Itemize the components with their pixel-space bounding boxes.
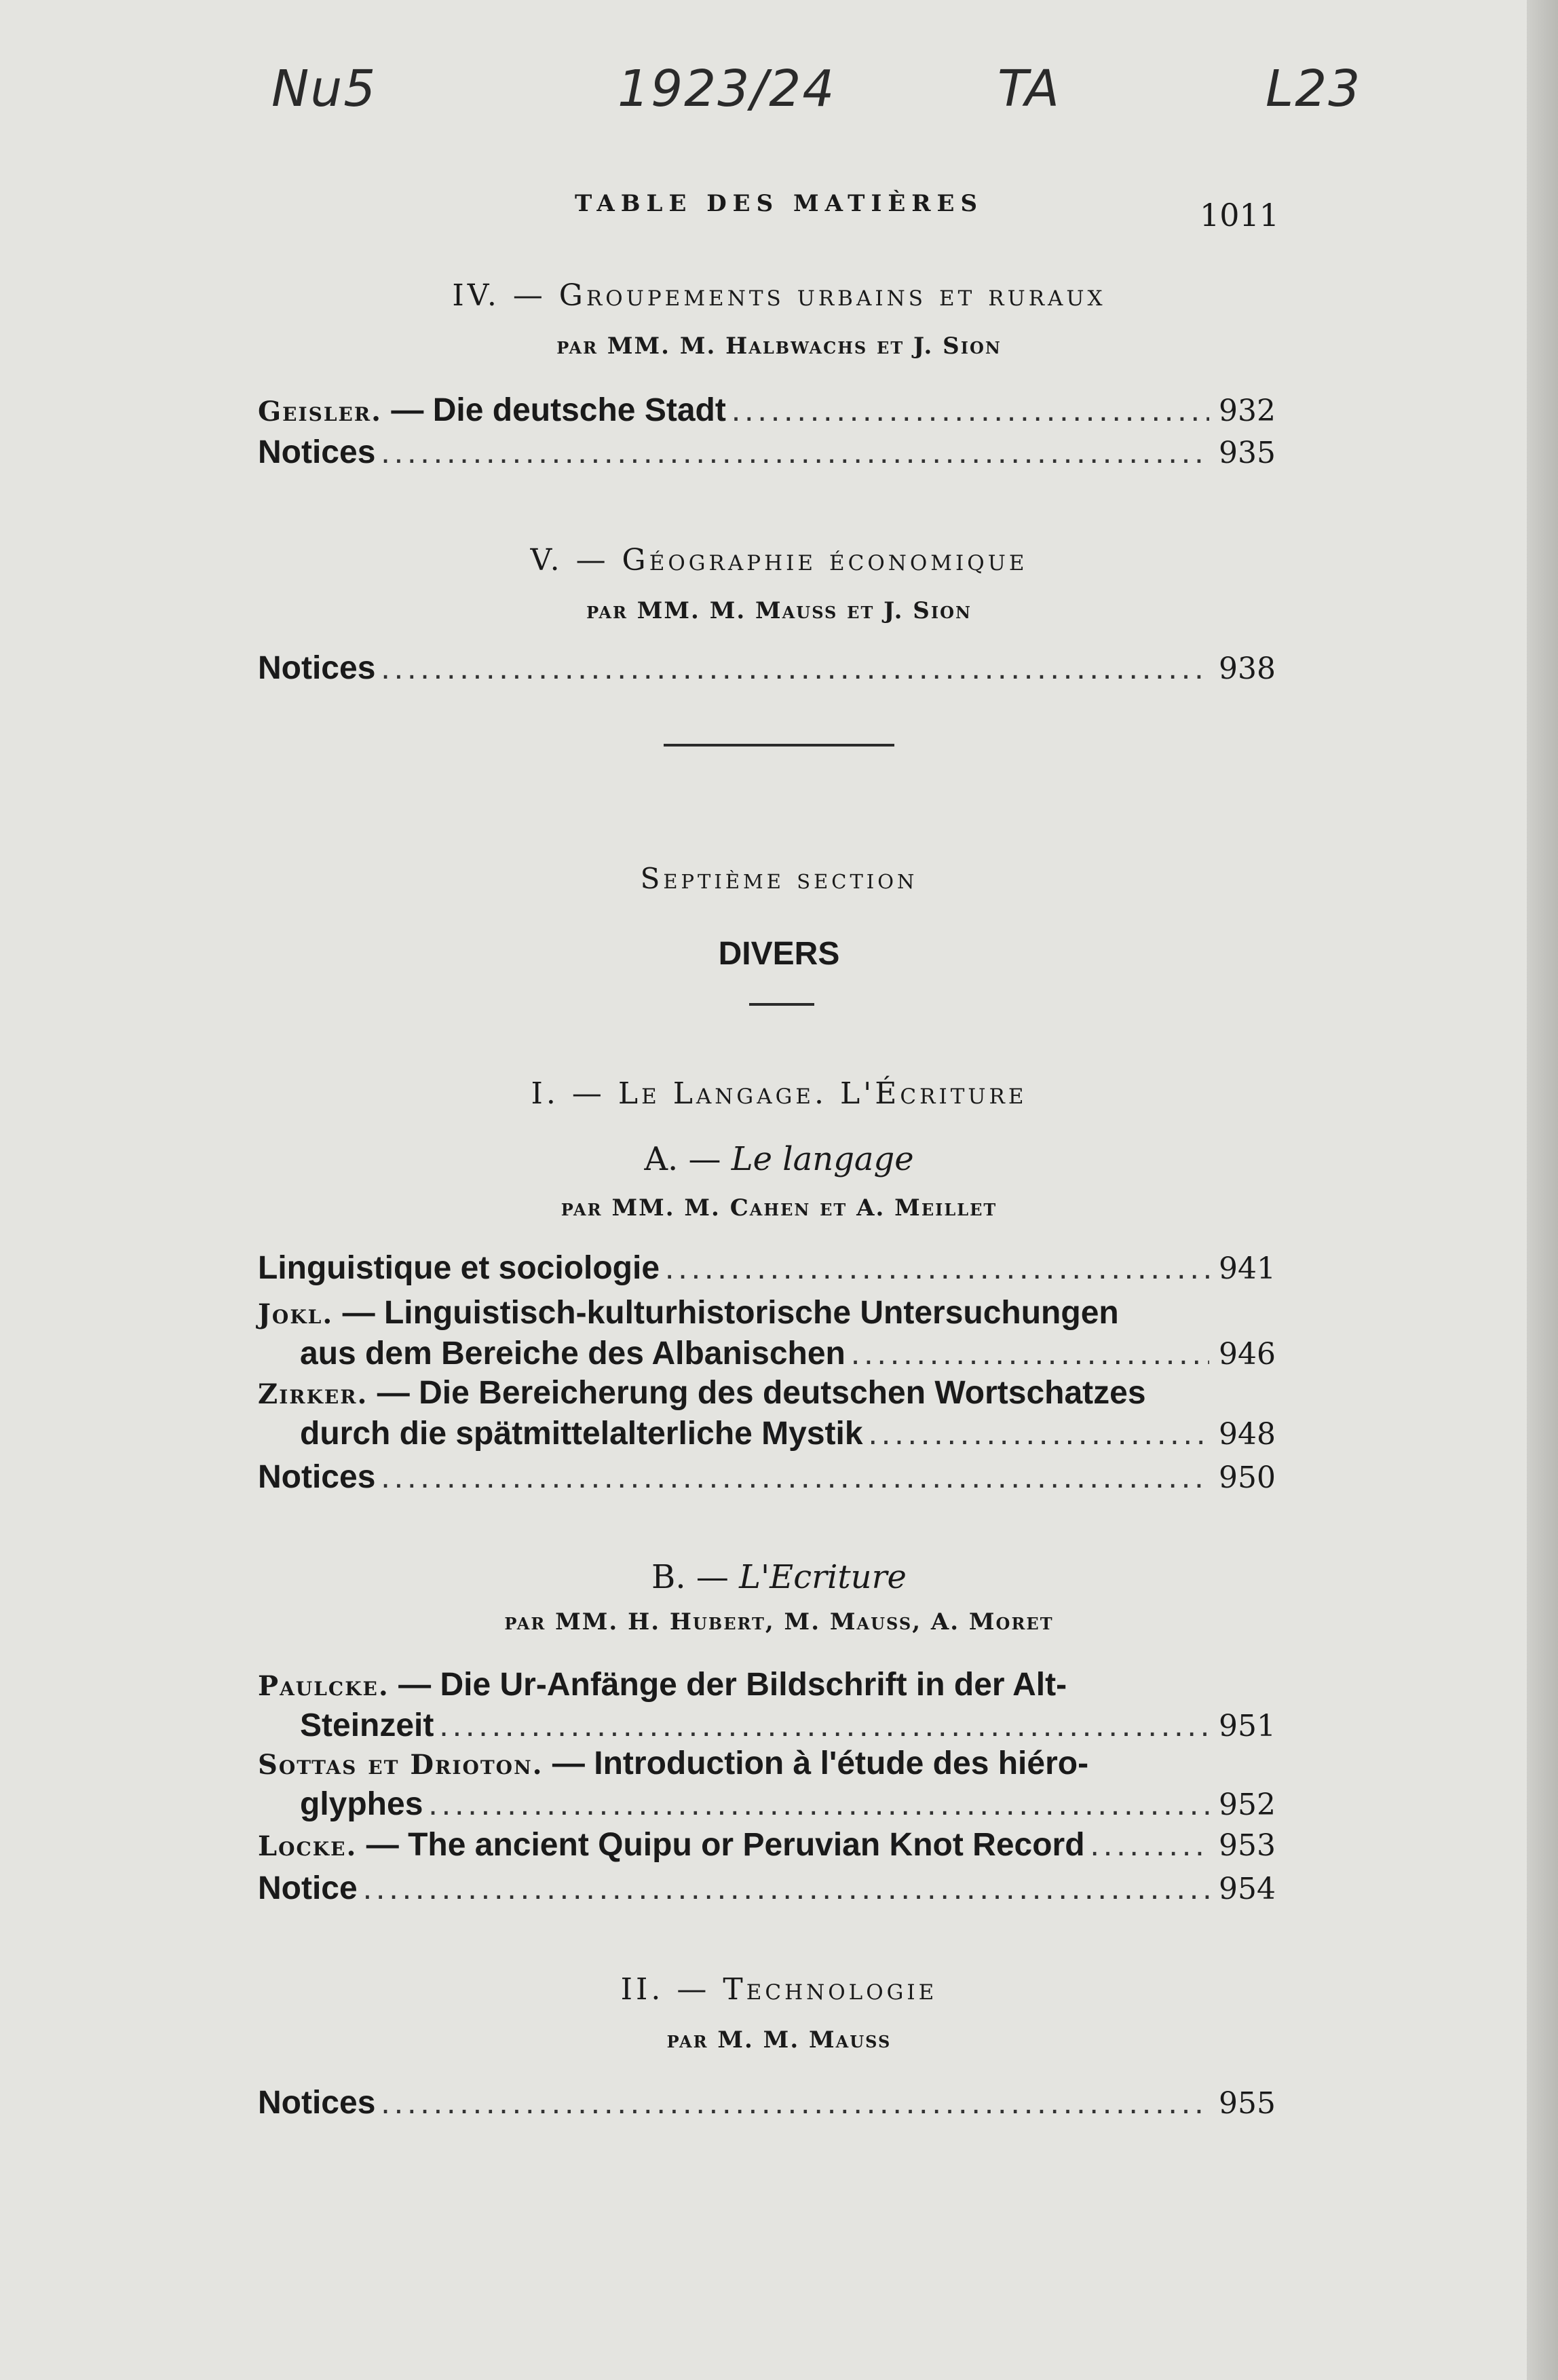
entry-title: Notices [258, 1459, 376, 1495]
section-heading: IV. — Groupements urbains et ruraux [452, 278, 1106, 313]
entry-title: Linguistique et sociologie [258, 1250, 660, 1286]
entry-author: Paulcke. [258, 1670, 390, 1702]
entry-title-cont: glyphes [300, 1786, 423, 1822]
entry-page: 950 [1219, 1460, 1276, 1495]
handwritten-mark: 1923/24 [618, 60, 836, 118]
entry-title: Notices [258, 650, 376, 686]
page-number: 1011 [1200, 197, 1280, 233]
entry-page: 954 [1219, 1872, 1276, 1906]
entry-page: 952 [1219, 1788, 1276, 1822]
entry-page: 953 [1219, 1828, 1276, 1863]
handwritten-mark: L23 [1266, 60, 1362, 118]
page-edge [1527, 0, 1558, 2380]
entry-page: 938 [1219, 651, 1276, 686]
toc-entry[interactable] [258, 433, 1276, 473]
handwritten-mark: TA [998, 60, 1061, 118]
subpart-heading [0, 1140, 1558, 1178]
entry-author: Jokl. [258, 1298, 334, 1330]
part-heading: I. — Le Langage. L'Écriture [531, 1076, 1027, 1111]
toc-entry[interactable] [258, 1249, 1276, 1289]
entry-page: 951 [1219, 1709, 1276, 1743]
entry-title: — Die Bereicherung des deutschen Wortschatzes [368, 1375, 1146, 1411]
part-authors: par M. M. Mauss [666, 2026, 892, 2054]
toc-entry[interactable] [258, 1869, 1276, 1909]
entry-author: Geisler. [258, 396, 383, 428]
subpart-title: Le langage [731, 1140, 914, 1178]
entry-title: Notices [258, 2085, 376, 2121]
toc-entry[interactable] [258, 1665, 1276, 1746]
subpart-prefix: B. — [651, 1558, 740, 1596]
toc-entry[interactable] [258, 2083, 1276, 2123]
entry-author: Sottas et Drioton. [258, 1749, 544, 1781]
subpart-prefix: A. — [644, 1140, 732, 1178]
entry-page: 932 [1219, 394, 1276, 428]
section-authors: par MM. M. Mauss et J. Sion [586, 597, 972, 624]
entry-title: — The ancient Quipu or Peruvian Knot Record [357, 1827, 1085, 1863]
entry-page: 948 [1219, 1417, 1276, 1452]
section-title: DIVERS [718, 936, 840, 972]
toc-entry[interactable] [258, 649, 1276, 689]
divider [664, 744, 894, 747]
entry-title: — Die deutsche Stadt [382, 392, 726, 428]
entry-page: 955 [1219, 2086, 1276, 2121]
entry-title: — Introduction à l'étude des hiéro- [543, 1745, 1089, 1781]
part-heading: II. — Technologie [620, 1972, 938, 2007]
entry-title: — Die Ur-Anfänge der Bildschrift in der Alt- [389, 1667, 1067, 1703]
toc-entry[interactable] [258, 1826, 1276, 1866]
entry-title-cont: aus dem Bereiche des Albanischen [300, 1336, 846, 1372]
subpart-authors: par MM. H. Hubert, M. Mauss, A. Moret [504, 1608, 1054, 1636]
entry-title-cont: durch die spätmittelalterliche Mystik [300, 1416, 863, 1452]
subpart-heading [0, 1558, 1558, 1596]
toc-entry[interactable] [258, 1458, 1276, 1498]
entry-author: Locke. [258, 1830, 358, 1862]
divider [749, 1003, 814, 1006]
toc-entry[interactable] [258, 391, 1276, 432]
entry-title: — Linguistisch-kulturhistorische Untersuchungen [333, 1295, 1119, 1331]
subpart-authors: par MM. M. Cahen et A. Meillet [560, 1194, 998, 1222]
toc-entry[interactable] [258, 1744, 1276, 1825]
entry-page: 946 [1219, 1337, 1276, 1372]
toc-entry[interactable] [258, 1293, 1276, 1374]
subpart-title: L'Ecriture [739, 1558, 907, 1596]
running-title: TABLE DES MATIÈRES [574, 190, 983, 217]
entry-title: Notices [258, 434, 376, 470]
entry-page: 941 [1219, 1251, 1276, 1286]
entry-title-cont: Steinzeit [300, 1707, 434, 1743]
toc-entry[interactable] [258, 1374, 1276, 1454]
section-label: Septième section [640, 862, 918, 895]
entry-page: 935 [1219, 436, 1276, 470]
section-heading: V. — Géographie économique [530, 543, 1028, 578]
handwritten-mark: Nu5 [271, 60, 377, 118]
section-authors: par MM. M. Halbwachs et J. Sion [556, 333, 1002, 360]
entry-author: Zirker. [258, 1378, 368, 1410]
entry-title: Notice [258, 1870, 358, 1906]
